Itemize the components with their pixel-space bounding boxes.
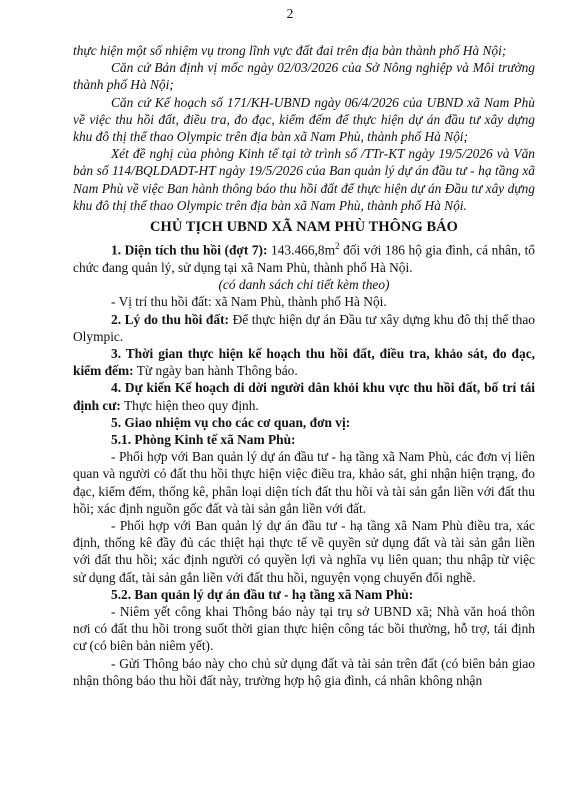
- notice-heading: CHỦ TỊCH UBND XÃ NAM PHÙ THÔNG BÁO: [150, 219, 458, 236]
- item-4-label: 4. Dự kiến Kế hoạch di dời người dân khỏi khu vực thu hồi đất, bố trí tái định cư:: [73, 380, 535, 413]
- document-body: [73, 42, 535, 689]
- preamble-line-1: Căn cứ Bản định vị mốc ngày 02/03/2026 của Sở Nông nghiệp và Môi trường thành phố Hà Nội;: [73, 60, 535, 93]
- section-5-2-para-1: - Niêm yết công khai Thông báo này tại trụ sở UBND xã; Nhà văn hoá thôn nơi có đất thu hồi trong suốt thời gian thực hiện công tác bồi thường, hỗ trợ, tái định cư (có biên bản niêm yết).: [73, 603, 535, 654]
- item-3: [73, 345, 535, 379]
- item-1-sup: 2: [335, 241, 340, 252]
- preamble-line-0: thực hiện một số nhiệm vụ trong lĩnh vực đất đai trên địa bàn thành phố Hà Nội;: [73, 43, 507, 58]
- item-3-text: Từ ngày ban hành Thông báo.: [133, 363, 298, 379]
- item-2-label: 2. Lý do thu hồi đất:: [111, 311, 229, 327]
- section-5-1-para-2: - Phối hợp với Ban quản lý dự án đầu tư - hạ tầng xã Nam Phù điều tra, xác định, thống kê đầy đủ các thiệt hại thực tế về quyền sử dụng đất và tài sản gắn liền với đất thu hồi; xác định người có quyền lợi và nghĩa vụ liên quan; thu nhập từ việc sử dụng đất, tài sản gắn liền với đất thu hồi, nguyện vọng chuyển đổi nghề.: [73, 517, 535, 585]
- preamble-line-3: Xét đề nghị của phòng Kinh tế tại tờ trình số /TTr-KT ngày 19/5/2026 và Văn bản số 114/BQLDADT-HT ngày 19/5/2026 của Ban quản lý dự án đầu tư - hạ tầng xã Nam Phù về việc Ban hành thông báo thu hồi đất để thực hiện dự án Đầu tư xây dựng khu đô thị thể thao Olympic trên địa bàn xã Nam Phù, thành phố Hà Nội.: [73, 146, 535, 213]
- section-5-1-label: 5.1. Phòng Kinh tế xã Nam Phù:: [111, 431, 296, 447]
- section-5-1-para-1: - Phối hợp với Ban quản lý dự án đầu tư - hạ tầng xã Nam Phù, các đơn vị liên quan và người có đất thu hồi thực hiện việc điều tra, khảo sát, ghi nhận hiện trạng, đo đạc, kiểm đếm, thống kê, phân loại diện tích đất thu hồi và tài sản gắn liền với đất thu hồi; xác định nguồn gốc đất và tài sản gắn liền với đất.: [73, 449, 535, 516]
- item-5-label: 5. Giao nhiệm vụ cho các cơ quan, đơn vị:: [111, 414, 351, 430]
- item-3-label: 3. Thời gian thực hiện kế hoạch thu hồi đất, điều tra, khảo sát, đo đạc, kiểm đếm:: [73, 345, 535, 379]
- item-4-text: Thực hiện theo quy định.: [120, 397, 259, 413]
- item-2: [73, 311, 535, 345]
- item-2-text: Để thực hiện dự án Đầu tư xây dựng khu đô thị thể thao Olympic.: [73, 311, 536, 344]
- page-number: 2: [286, 6, 294, 21]
- item-1-label: 1. Diện tích thu hồi (đợt 7):: [111, 242, 268, 258]
- section-5-2-para-2: - Gửi Thông báo này cho chủ sử dụng đất và tài sản trên đất (có biên bản giao nhận thông báo thu hồi đất này, trường hợp hộ gia đình, cá nhân không nhận: [73, 655, 535, 688]
- item-1-text-b: đối với 186 hộ gia đình, cá nhân, tổ chức đang quản lý, sử dụng tại xã Nam Phù, thành phố Hà Nội.: [73, 242, 536, 275]
- preamble-line-2: Căn cứ Kế hoạch số 171/KH-UBND ngày 06/4/2026 của UBND xã Nam Phù về việc thu hồi đất, điều tra, đo đạc, kiểm đếm để thực hiện dự án đầu tư xây dựng khu đô thị thể thao Olympic trên địa bàn xã Nam Phù, thành phố Hà Nội;: [73, 94, 535, 145]
- section-5-2-label: 5.2. Ban quản lý dự án đầu tư - hạ tầng xã Nam Phù:: [111, 586, 414, 602]
- item-1-note: (có danh sách chi tiết kèm theo): [218, 277, 390, 293]
- item-1-location: - Vị trí thu hồi đất: xã Nam Phù, thành phố Hà Nội.: [111, 294, 387, 310]
- item-4: [73, 379, 535, 413]
- item-1-text-a: 143.466,8m: [267, 242, 336, 258]
- item-1: [73, 238, 535, 276]
